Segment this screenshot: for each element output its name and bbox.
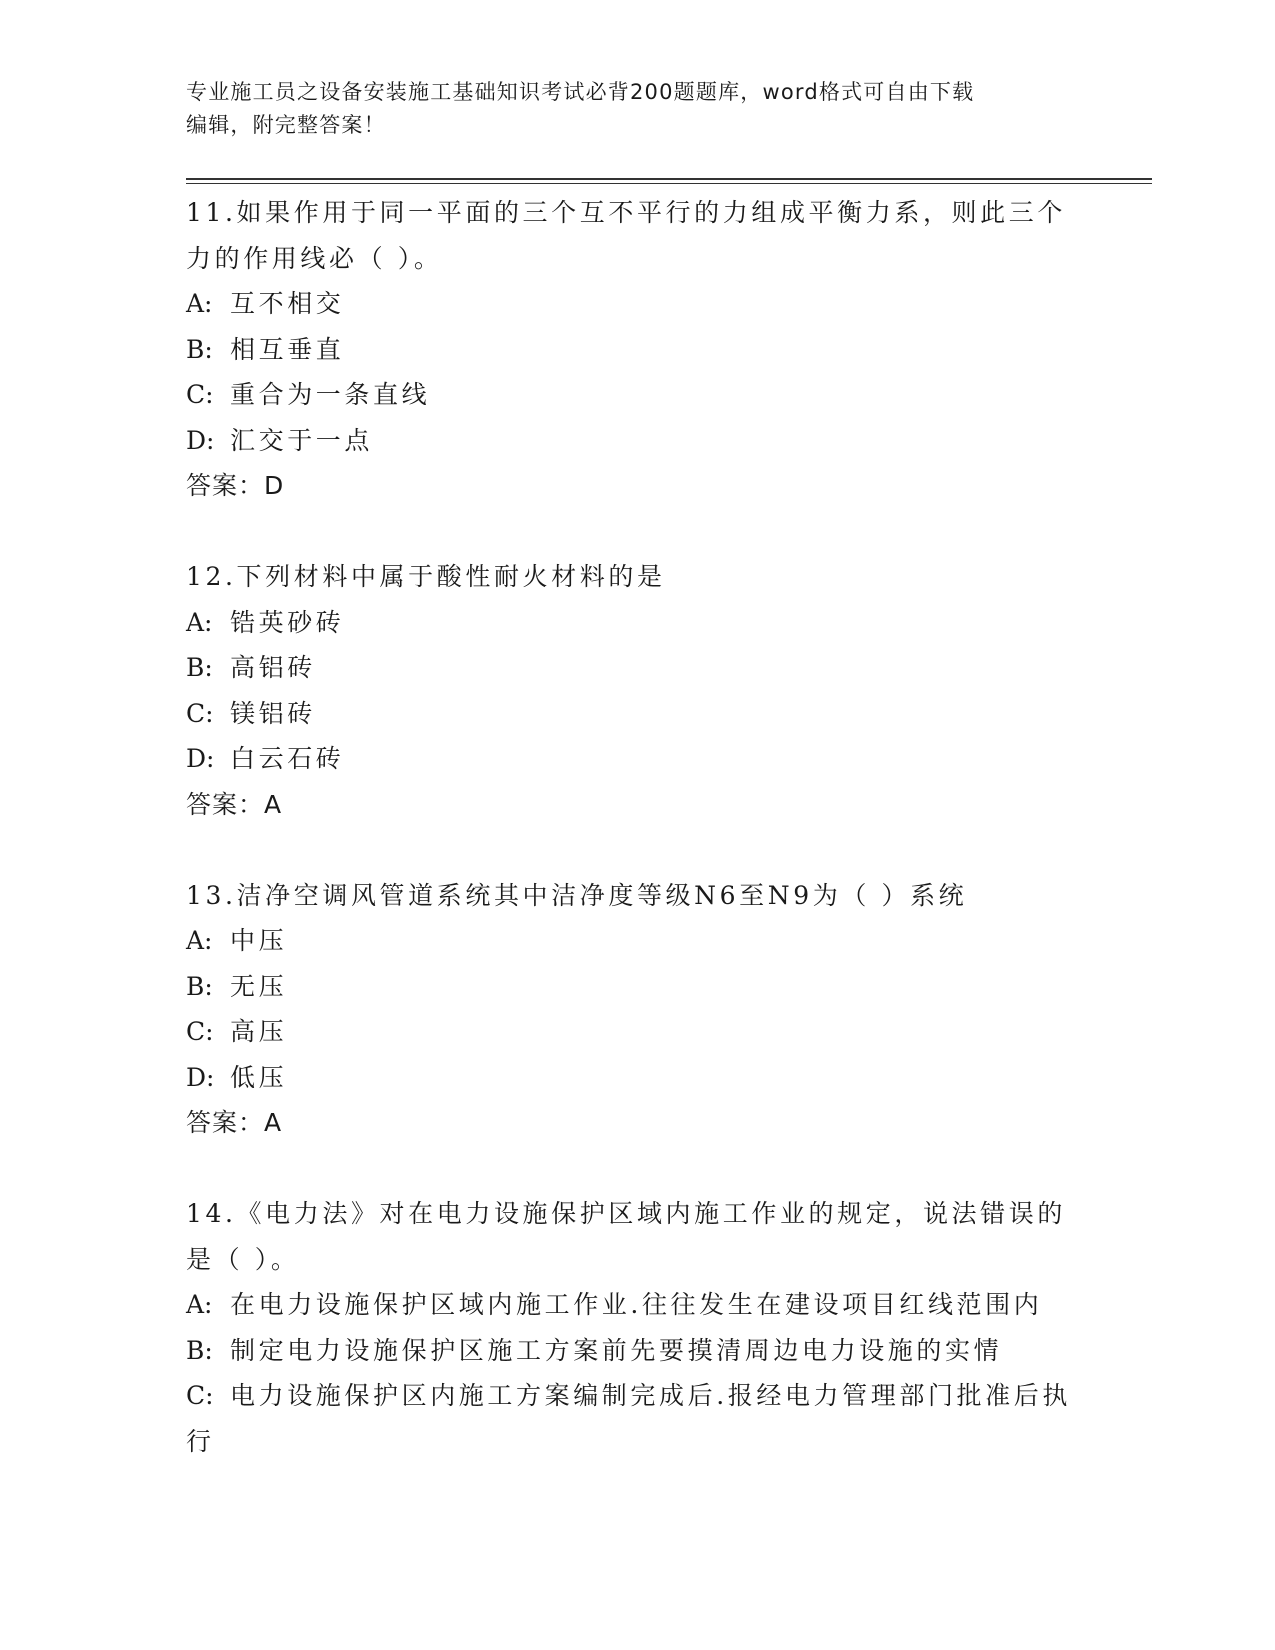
option-letter: D: (186, 425, 215, 455)
header-title-line-2: 编辑，附完整答案！ (186, 113, 386, 137)
document-header (186, 76, 1066, 142)
option-text: 高铝砖 (230, 653, 316, 682)
option-letter: C: (186, 1381, 214, 1410)
option-b (186, 1328, 1086, 1374)
option-b (186, 964, 1086, 1010)
option-letter: C: (186, 698, 214, 728)
option-letter: D: (186, 744, 215, 773)
question-spacer (186, 1146, 1086, 1192)
option-text: 镁铝砖 (230, 698, 316, 728)
question-14 (186, 1191, 1086, 1464)
option-text: 制定电力设施保护区施工方案前先要摸清周边电力设施的实情 (230, 1335, 1003, 1365)
option-text: 高压 (230, 1017, 288, 1046)
option-letter: B: (186, 1335, 213, 1365)
option-letter: C: (186, 1017, 214, 1046)
option-b (186, 327, 1086, 373)
option-text: 中压 (230, 926, 288, 955)
option-text: 相互垂直 (230, 334, 345, 364)
option-c (186, 372, 1086, 418)
question-12 (186, 554, 1086, 827)
option-letter: A: (186, 607, 213, 637)
question-spacer (186, 827, 1086, 873)
answer-line: 答案：A (186, 1108, 283, 1137)
option-text: 无压 (230, 971, 288, 1001)
option-letter: B: (186, 334, 213, 364)
header-divider-thin (186, 183, 1152, 184)
question-text: 13.洁净空调风管道系统其中洁净度等级N6至N9为（ ）系统 (186, 880, 968, 910)
option-a (186, 281, 1086, 327)
question-text: 14.《电力法》对在电力设施保护区域内施工作业的规定，说法错误的是（ ）。 (186, 1199, 1066, 1274)
question-list (186, 190, 1086, 1464)
option-letter: B: (186, 971, 213, 1001)
answer-line: 答案：A (186, 789, 283, 819)
answer-line: 答案：D (186, 471, 285, 500)
option-a (186, 918, 1086, 964)
option-b (186, 645, 1086, 691)
option-d (186, 736, 1086, 782)
option-a (186, 1282, 1086, 1328)
header-divider-thick (186, 178, 1152, 180)
question-text: 11.如果作用于同一平面的三个互不平行的力组成平衡力系，则此三个力的作用线必（ ）。 (186, 198, 1066, 273)
option-letter: D: (186, 1062, 215, 1092)
option-letter: A: (186, 1290, 213, 1319)
option-text: 电力设施保护区内施工方案编制完成后.报经电力管理部门批准后执行 (186, 1381, 1071, 1456)
header-title-line-1: 专业施工员之设备安装施工基础知识考试必背200题题库，word格式可自由下载 (186, 80, 975, 104)
option-letter: A: (186, 926, 213, 955)
option-text: 锆英砂砖 (230, 607, 345, 637)
question-11 (186, 190, 1086, 509)
option-text: 低压 (230, 1062, 288, 1092)
option-d (186, 1055, 1086, 1101)
question-spacer (186, 509, 1086, 555)
option-c (186, 1009, 1086, 1055)
option-letter: B: (186, 653, 213, 682)
option-c (186, 1373, 1086, 1464)
question-text: 12.下列材料中属于酸性耐火材料的是 (186, 562, 666, 591)
option-letter: A: (186, 289, 213, 318)
option-d (186, 418, 1086, 464)
option-c (186, 691, 1086, 737)
option-text: 互不相交 (230, 289, 345, 318)
option-a (186, 600, 1086, 646)
option-letter: C: (186, 380, 214, 409)
option-text: 在电力设施保护区域内施工作业.往往发生在建设项目红线范围内 (230, 1290, 1043, 1319)
option-text: 白云石砖 (230, 744, 345, 773)
option-text: 汇交于一点 (230, 425, 374, 455)
question-13 (186, 873, 1086, 1146)
option-text: 重合为一条直线 (230, 380, 431, 409)
